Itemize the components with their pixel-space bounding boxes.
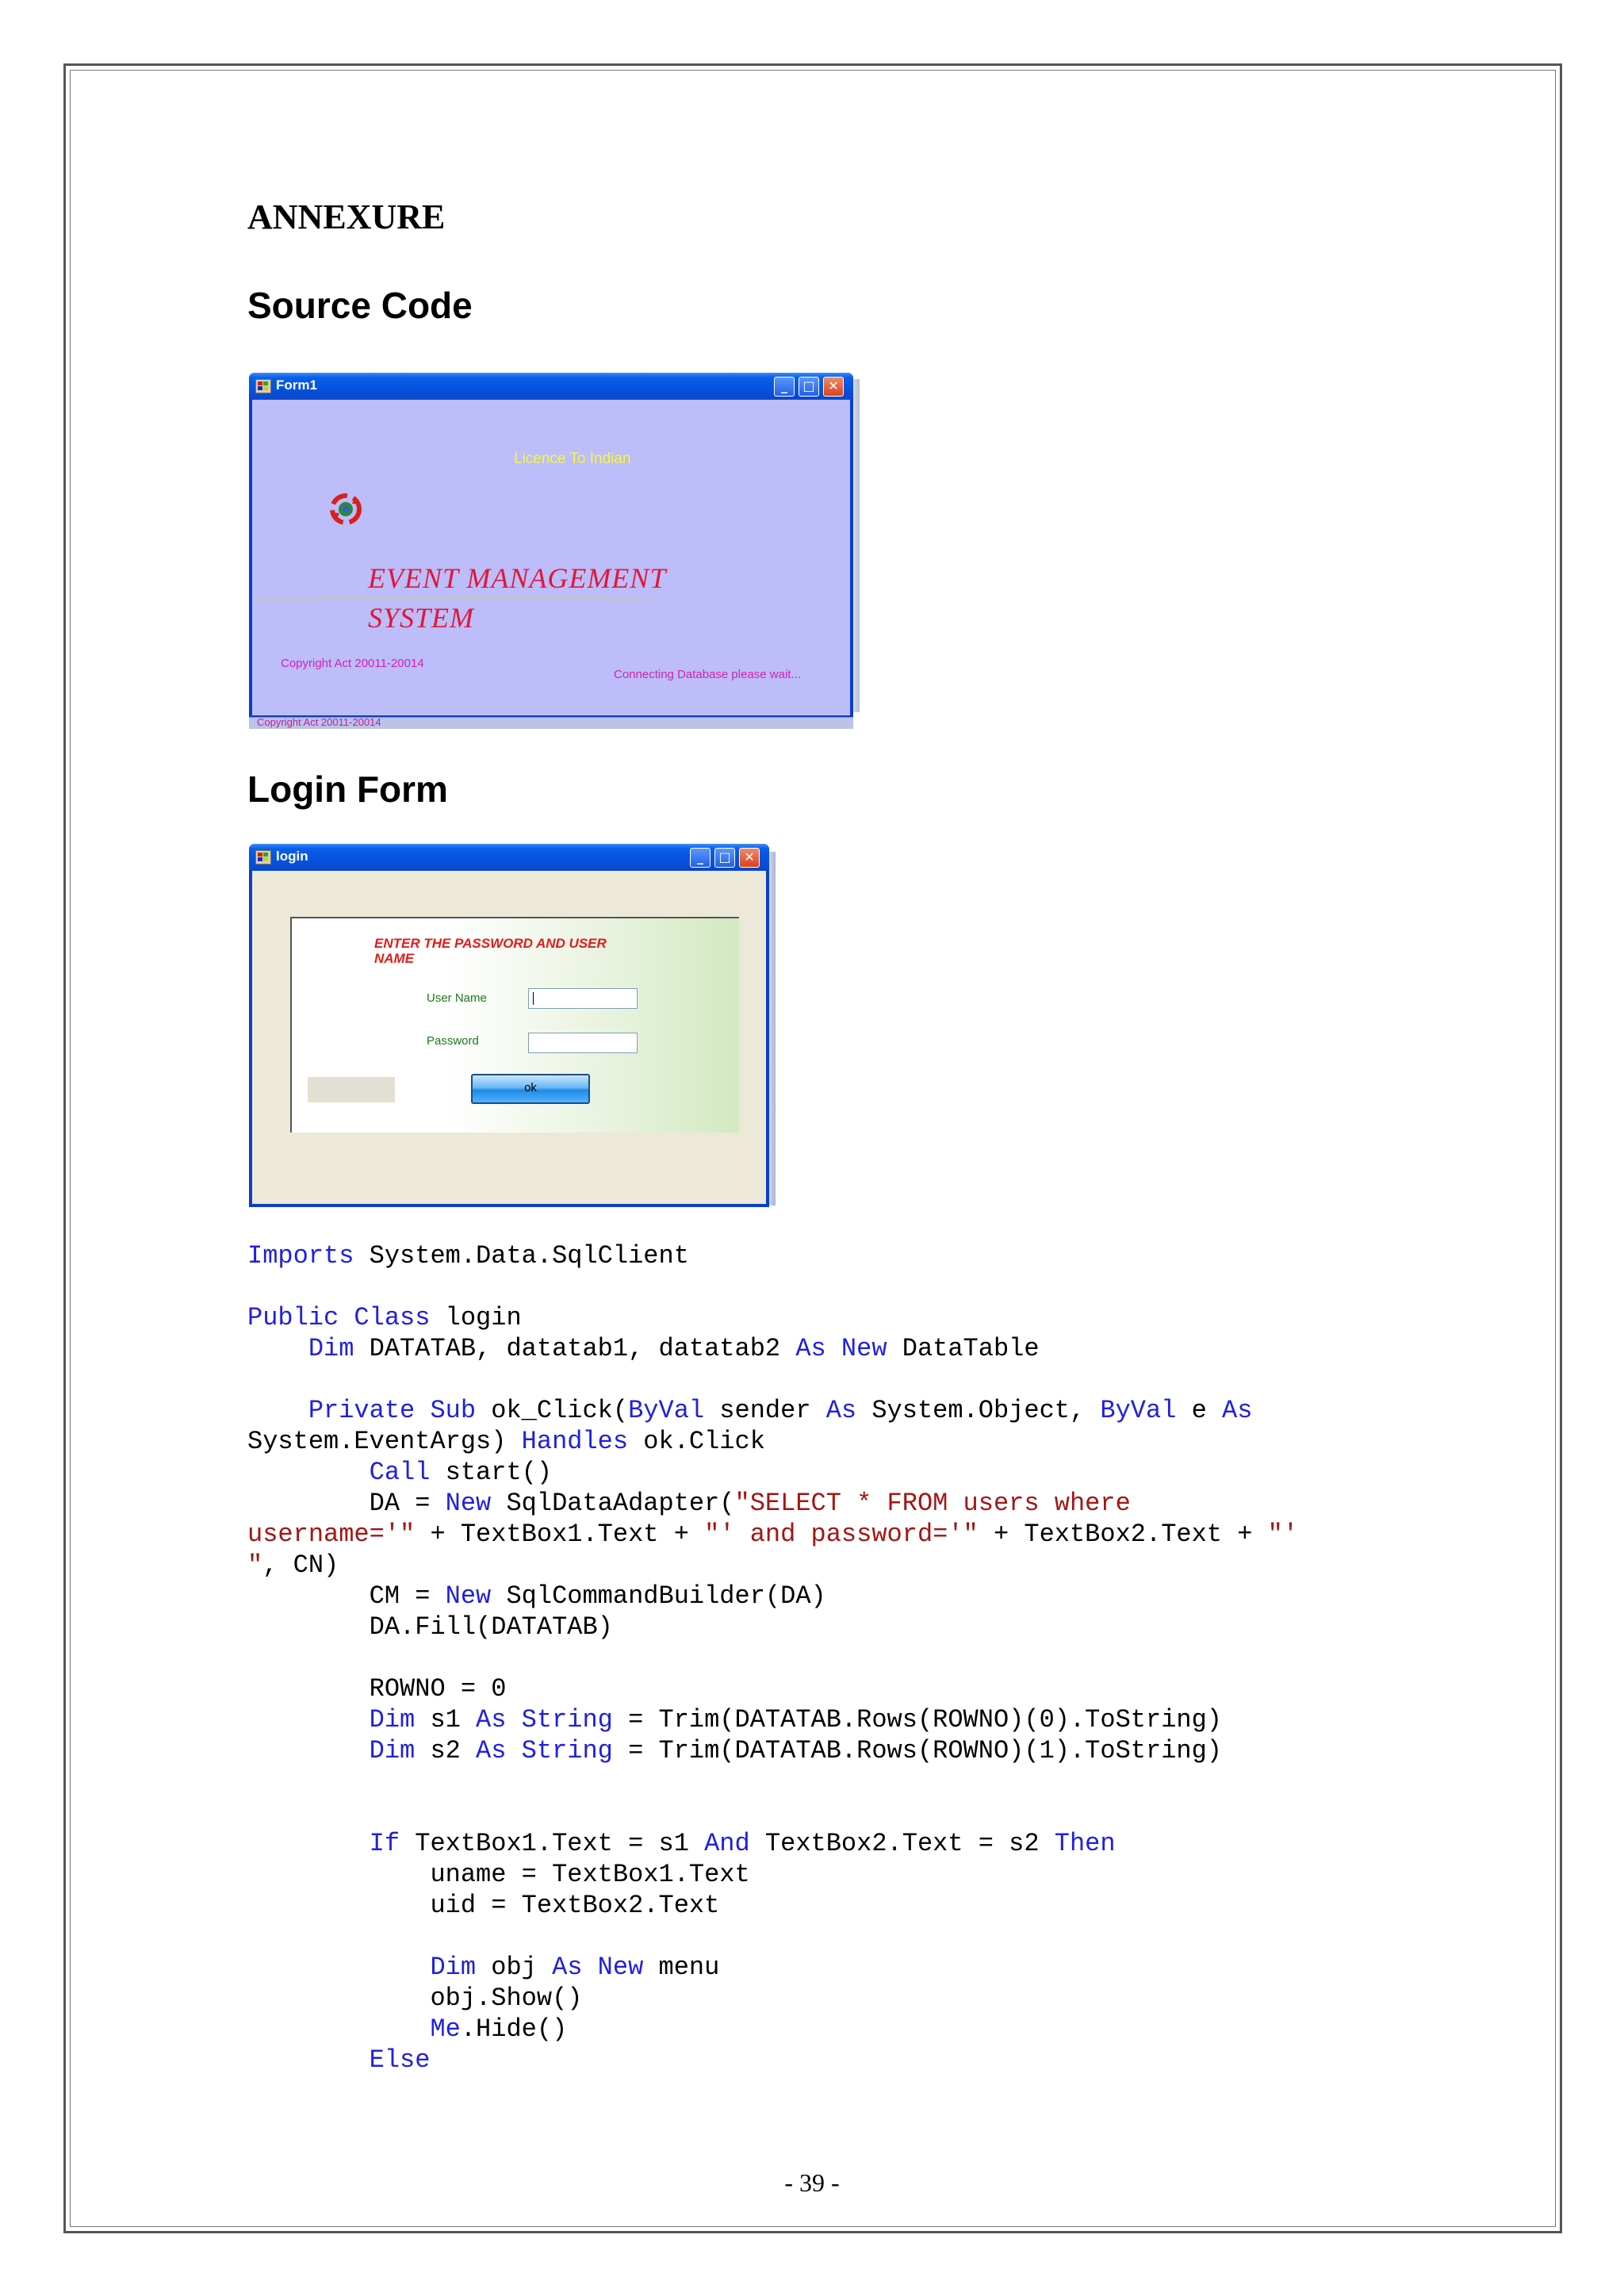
- code-text: System.EventArgs): [247, 1427, 522, 1456]
- window-title: Form1: [276, 378, 317, 393]
- code-keyword: And: [704, 1829, 750, 1858]
- code-line: [247, 1333, 1389, 1364]
- code-text: [247, 2045, 370, 2075]
- code-keyword: Me: [430, 2014, 461, 2044]
- code-text: SqlCommandBuilder(DA): [491, 1581, 826, 1611]
- code-keyword: New: [597, 1953, 644, 1982]
- code-keyword: New: [445, 1489, 492, 1518]
- code-keyword: Public: [247, 1303, 339, 1332]
- code-line: [247, 1673, 1389, 1704]
- code-text: s2: [415, 1736, 477, 1765]
- window-app-icon: [255, 850, 271, 864]
- code-text: [247, 1334, 308, 1363]
- background-window-edge: [769, 852, 776, 1205]
- code-text: DA =: [247, 1489, 446, 1518]
- login-client-area: [252, 871, 766, 1204]
- code-keyword: As: [476, 1705, 507, 1734]
- code-text: = Trim(DATATAB.Rows(ROWNO)(0).ToString): [612, 1705, 1222, 1734]
- code-line: [247, 1766, 1389, 1797]
- separator-line: [255, 598, 652, 599]
- code-string: "': [1267, 1520, 1299, 1549]
- code-keyword: Class: [354, 1303, 431, 1332]
- code-keyword: As: [476, 1736, 507, 1765]
- code-line: [247, 1271, 1389, 1302]
- code-text: DATATAB, datatab1, datatab2: [354, 1334, 796, 1363]
- code-keyword: As: [1222, 1396, 1253, 1425]
- code-text: [247, 1705, 370, 1734]
- code-line: [247, 1952, 1389, 1983]
- maximize-button[interactable]: □: [714, 848, 735, 868]
- code-text: [247, 1458, 370, 1487]
- code-text: .Hide(): [460, 2014, 568, 2044]
- code-line: [247, 2014, 1389, 2045]
- code-text: DataTable: [887, 1334, 1040, 1363]
- code-text: ok_Click(: [476, 1396, 629, 1425]
- code-text: [247, 1396, 308, 1425]
- code-keyword: As: [552, 1953, 583, 1982]
- code-keyword: Private: [308, 1396, 416, 1425]
- close-button[interactable]: ✕: [739, 848, 760, 868]
- code-text: DA.Fill(DATATAB): [247, 1612, 613, 1642]
- maximize-button[interactable]: □: [799, 377, 819, 397]
- code-string: "SELECT * FROM users where: [734, 1489, 1131, 1518]
- background-window-edge: [853, 379, 860, 712]
- code-keyword: Else: [369, 2045, 431, 2075]
- code-text: [415, 1396, 430, 1425]
- code-text: [506, 1736, 521, 1765]
- code-line: [247, 1302, 1389, 1333]
- code-text: [506, 1705, 521, 1734]
- code-text: = Trim(DATATAB.Rows(ROWNO)(1).ToString): [612, 1736, 1222, 1765]
- window-app-icon: [255, 379, 271, 393]
- licence-text: Licence To Indian: [514, 450, 631, 467]
- code-text: [247, 1736, 370, 1765]
- code-text: CM =: [247, 1581, 446, 1611]
- copyright-text: Copyright Act 20011-20014: [281, 657, 424, 670]
- code-text: uname = TextBox1.Text: [247, 1860, 750, 1889]
- login-instruction: ENTER THE PASSWORD AND USER NAME: [374, 936, 607, 966]
- code-line: [247, 1612, 1389, 1642]
- code-text: [826, 1334, 841, 1363]
- code-keyword: New: [841, 1334, 887, 1363]
- login-form-heading: Login Form: [247, 769, 448, 810]
- code-keyword: If: [369, 1829, 400, 1858]
- connecting-status: Connecting Database please wait...: [614, 668, 801, 681]
- code-text: [247, 1953, 430, 1982]
- code-text: e: [1176, 1396, 1222, 1425]
- code-text: TextBox2.Text = s2: [749, 1829, 1055, 1858]
- form1-window: [249, 373, 853, 719]
- code-text: System.Object,: [856, 1396, 1101, 1425]
- code-line: [247, 2045, 1389, 2076]
- code-line: [247, 1581, 1389, 1612]
- code-text: login: [430, 1303, 522, 1332]
- code-keyword: Dim: [430, 1953, 477, 1982]
- code-line: [247, 1921, 1389, 1952]
- code-line: [247, 1426, 1389, 1457]
- password-input[interactable]: [528, 1033, 638, 1053]
- code-line: [247, 1488, 1389, 1519]
- code-text: [247, 1829, 370, 1858]
- code-text: SqlDataAdapter(: [491, 1489, 735, 1518]
- app-title-line1: EVENT MANAGEMENT: [368, 562, 667, 594]
- code-line: [247, 1395, 1389, 1426]
- login-titlebar[interactable]: [249, 844, 769, 871]
- code-text: obj: [476, 1953, 553, 1982]
- code-text: sender: [704, 1396, 826, 1425]
- code-keyword: Dim: [369, 1705, 416, 1734]
- code-line: [247, 1890, 1389, 1921]
- code-keyword: Handles: [521, 1427, 629, 1456]
- code-text: menu: [643, 1953, 720, 1982]
- code-text: [339, 1303, 354, 1332]
- code-text: [582, 1953, 597, 1982]
- annexure-heading: ANNEXURE: [247, 197, 446, 236]
- form1-titlebar[interactable]: [249, 373, 853, 400]
- code-string: username='": [247, 1520, 416, 1549]
- code-text: + TextBox2.Text +: [978, 1520, 1268, 1549]
- app-title-line2: SYSTEM: [368, 602, 475, 634]
- user-name-label: User Name: [427, 991, 487, 1005]
- password-label: Password: [427, 1034, 479, 1048]
- code-text: + TextBox1.Text +: [415, 1520, 705, 1549]
- background-copyright-text: Copyright Act 20011-20014: [257, 717, 381, 728]
- code-keyword: Dim: [308, 1334, 354, 1363]
- code-keyword: Sub: [430, 1396, 477, 1425]
- code-line: [247, 1704, 1389, 1735]
- code-keyword: Imports: [247, 1241, 354, 1271]
- background-window-strip: [249, 717, 853, 729]
- code-line: [247, 1642, 1389, 1673]
- close-button[interactable]: ✕: [823, 377, 844, 397]
- code-keyword: As: [795, 1334, 826, 1363]
- code-keyword: Then: [1054, 1829, 1116, 1858]
- code-text: [247, 2014, 430, 2044]
- code-keyword: Dim: [369, 1736, 416, 1765]
- form1-client-area: [252, 400, 850, 715]
- code-keyword: ByVal: [1100, 1396, 1177, 1425]
- source-code-heading: Source Code: [247, 285, 473, 326]
- code-text: ok.Click: [628, 1427, 765, 1456]
- code-text: uid = TextBox2.Text: [247, 1891, 720, 1920]
- code-keyword: Call: [369, 1458, 431, 1487]
- code-line: [247, 1735, 1389, 1766]
- code-text: TextBox1.Text = s1: [400, 1829, 705, 1858]
- code-line: [247, 1828, 1389, 1859]
- minimize-button[interactable]: _: [774, 377, 795, 397]
- code-text: s1: [415, 1705, 477, 1734]
- code-keyword: ByVal: [628, 1396, 705, 1425]
- code-line: [247, 1364, 1389, 1395]
- user-name-input[interactable]: [528, 988, 638, 1009]
- recycle-icon: [328, 492, 363, 527]
- page-number: - 39 -: [784, 2168, 840, 2197]
- login-panel: [290, 917, 739, 1133]
- code-line: [247, 1240, 1389, 1271]
- code-text: obj.Show(): [247, 1984, 583, 2013]
- code-keyword: String: [521, 1705, 613, 1734]
- code-keyword: As: [825, 1396, 857, 1425]
- code-line: [247, 1859, 1389, 1890]
- window-title: login: [276, 849, 308, 864]
- code-line: [247, 1457, 1389, 1488]
- code-keyword: New: [445, 1581, 492, 1611]
- code-line: [247, 1797, 1389, 1828]
- gray-box: [308, 1077, 395, 1102]
- code-text: , CN): [262, 1550, 339, 1580]
- code-keyword: String: [521, 1736, 613, 1765]
- code-line: [247, 1983, 1389, 2014]
- source-code-block: [247, 1240, 1389, 2076]
- code-text: ROWNO = 0: [247, 1674, 507, 1704]
- code-string: "' and password='": [704, 1520, 979, 1549]
- code-text: System.Data.SqlClient: [354, 1241, 689, 1271]
- code-line: [247, 1550, 1389, 1581]
- code-line: [247, 1519, 1389, 1550]
- login-window: [249, 844, 769, 1207]
- minimize-button[interactable]: _: [690, 848, 710, 868]
- code-string: ": [247, 1550, 263, 1580]
- ok-button[interactable]: ok: [471, 1074, 590, 1104]
- code-text: start(): [430, 1458, 553, 1487]
